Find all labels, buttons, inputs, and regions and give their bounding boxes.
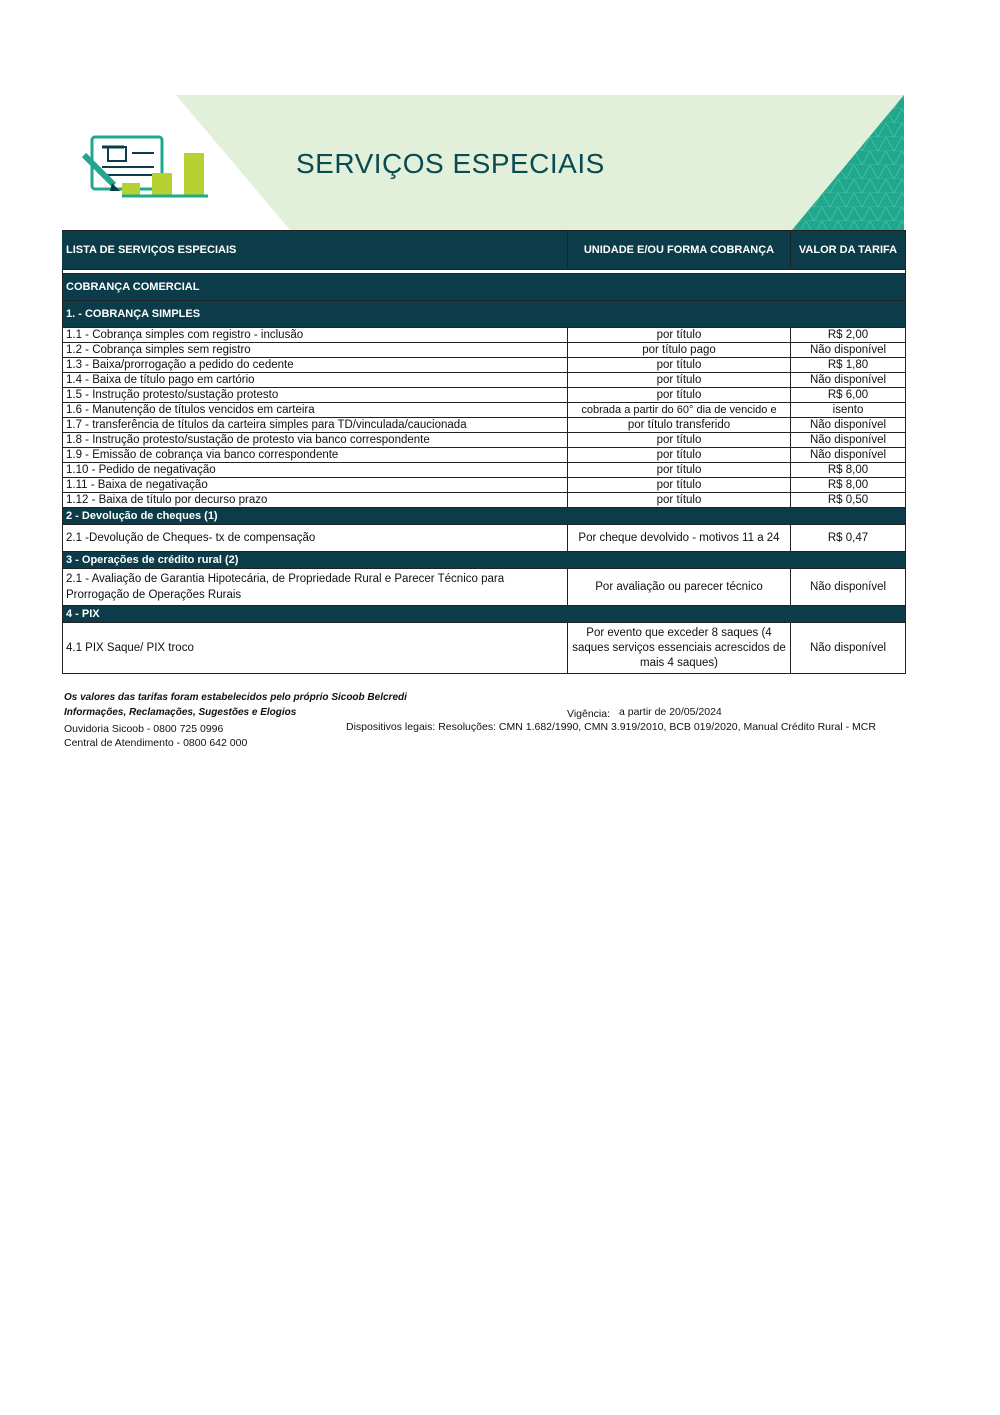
table-row: 1.2 - Cobrança simples sem registro por título pago Não disponível [63,343,906,358]
section-cobranca-simples: 1. - COBRANÇA SIMPLES [63,301,906,328]
col-header-unit: UNIDADE E/OU FORMA COBRANÇA [568,231,791,270]
footer-central: Central de Atendimento - 0800 642 000 [64,737,248,749]
section-cobranca-comercial: COBRANÇA COMERCIAL [63,274,906,301]
tariff-table [62,230,906,674]
section-title [63,508,906,525]
table-row: 1.8 - Instrução protesto/sustação de protesto via banco correspondente por título Não disponível [63,433,906,448]
footer-vigencia-label: Vigência: [567,708,611,720]
footer-dispositivos: Dispositivos legais: Resoluções: CMN 1.682/1990, CMN 3.919/2010, BCB 019/2020, Manual Crédito Rural - MCR [346,721,876,733]
table-row: 1.5 - Instrução protesto/sustação protesto por título R$ 6,00 [63,388,906,403]
table-row: 1.3 - Baixa/prorrogação a pedido do cedente por título R$ 1,80 [63,358,906,373]
section-title [63,274,906,301]
col-header-service: LISTA DE SERVIÇOS ESPECIAIS [63,231,568,270]
table-row: 1.10 - Pedido de negativação por título R$ 8,00 [63,463,906,478]
table-row: 2.1 - Avaliação de Garantia Hipotecária, de Propriedade Rural e Parecer Técnico para Prorrogação de Operações Rurais Por avaliação ou parecer técnico Não disponível [63,569,906,606]
footer-ouvidoria: Ouvidoria Sicoob - 0800 725 0996 [64,723,224,735]
table-header [63,231,906,270]
table-row: 1.9 - Emissão de cobrança via banco correspondente por título Não disponível [63,448,906,463]
table-row: 1.4 - Baixa de título pago em cartório por título Não disponível [63,373,906,388]
col-header-value: VALOR DA TARIFA [791,231,906,270]
table-row: 4.1 PIX Saque/ PIX troco Por evento que exceder 8 saques (4 saques serviços essenciais acrescidos de mais 4 saques) Não disponível [63,623,906,674]
table-row: 1.11 - Baixa de negativação por título R$ 8,00 [63,478,906,493]
table-row: 1.12 - Baixa de título por decurso prazo por título R$ 0,50 [63,493,906,508]
table-row: 2.1 -Devolução de Cheques- tx de compensação Por cheque devolvido - motivos 11 a 24 R$ 0,47 [63,525,906,552]
section-pix: 4 - PIX [63,606,906,623]
table-row: 1.7 - transferência de títulos da carteira simples para TD/vinculada/caucionada por título transferido Não disponível [63,418,906,433]
footer-contact-title: Informações, Reclamações, Sugestões e Elogios [64,707,297,718]
section-title [63,301,906,328]
footer-vigencia-value: a partir de 20/05/2024 [619,706,722,718]
section-title [63,552,906,569]
table-row: 1.6 - Manutenção de títulos vencidos em carteira cobrada a partir do 60° dia de vencido e isento [63,403,906,418]
section-devolucao-cheques: 2 - Devolução de cheques (1) [63,508,906,525]
section-credito-rural: 3 - Operações de crédito rural (2) [63,552,906,569]
section-title [63,606,906,623]
document-chart-icon [84,137,208,196]
page-title: SERVIÇOS ESPECIAIS [296,148,605,179]
table-row: 1.1 - Cobrança simples com registro - inclusão por título R$ 2,00 [63,328,906,343]
footer-note: Os valores das tarifas foram estabelecidos pelo próprio Sicoob Belcredi [64,692,407,703]
